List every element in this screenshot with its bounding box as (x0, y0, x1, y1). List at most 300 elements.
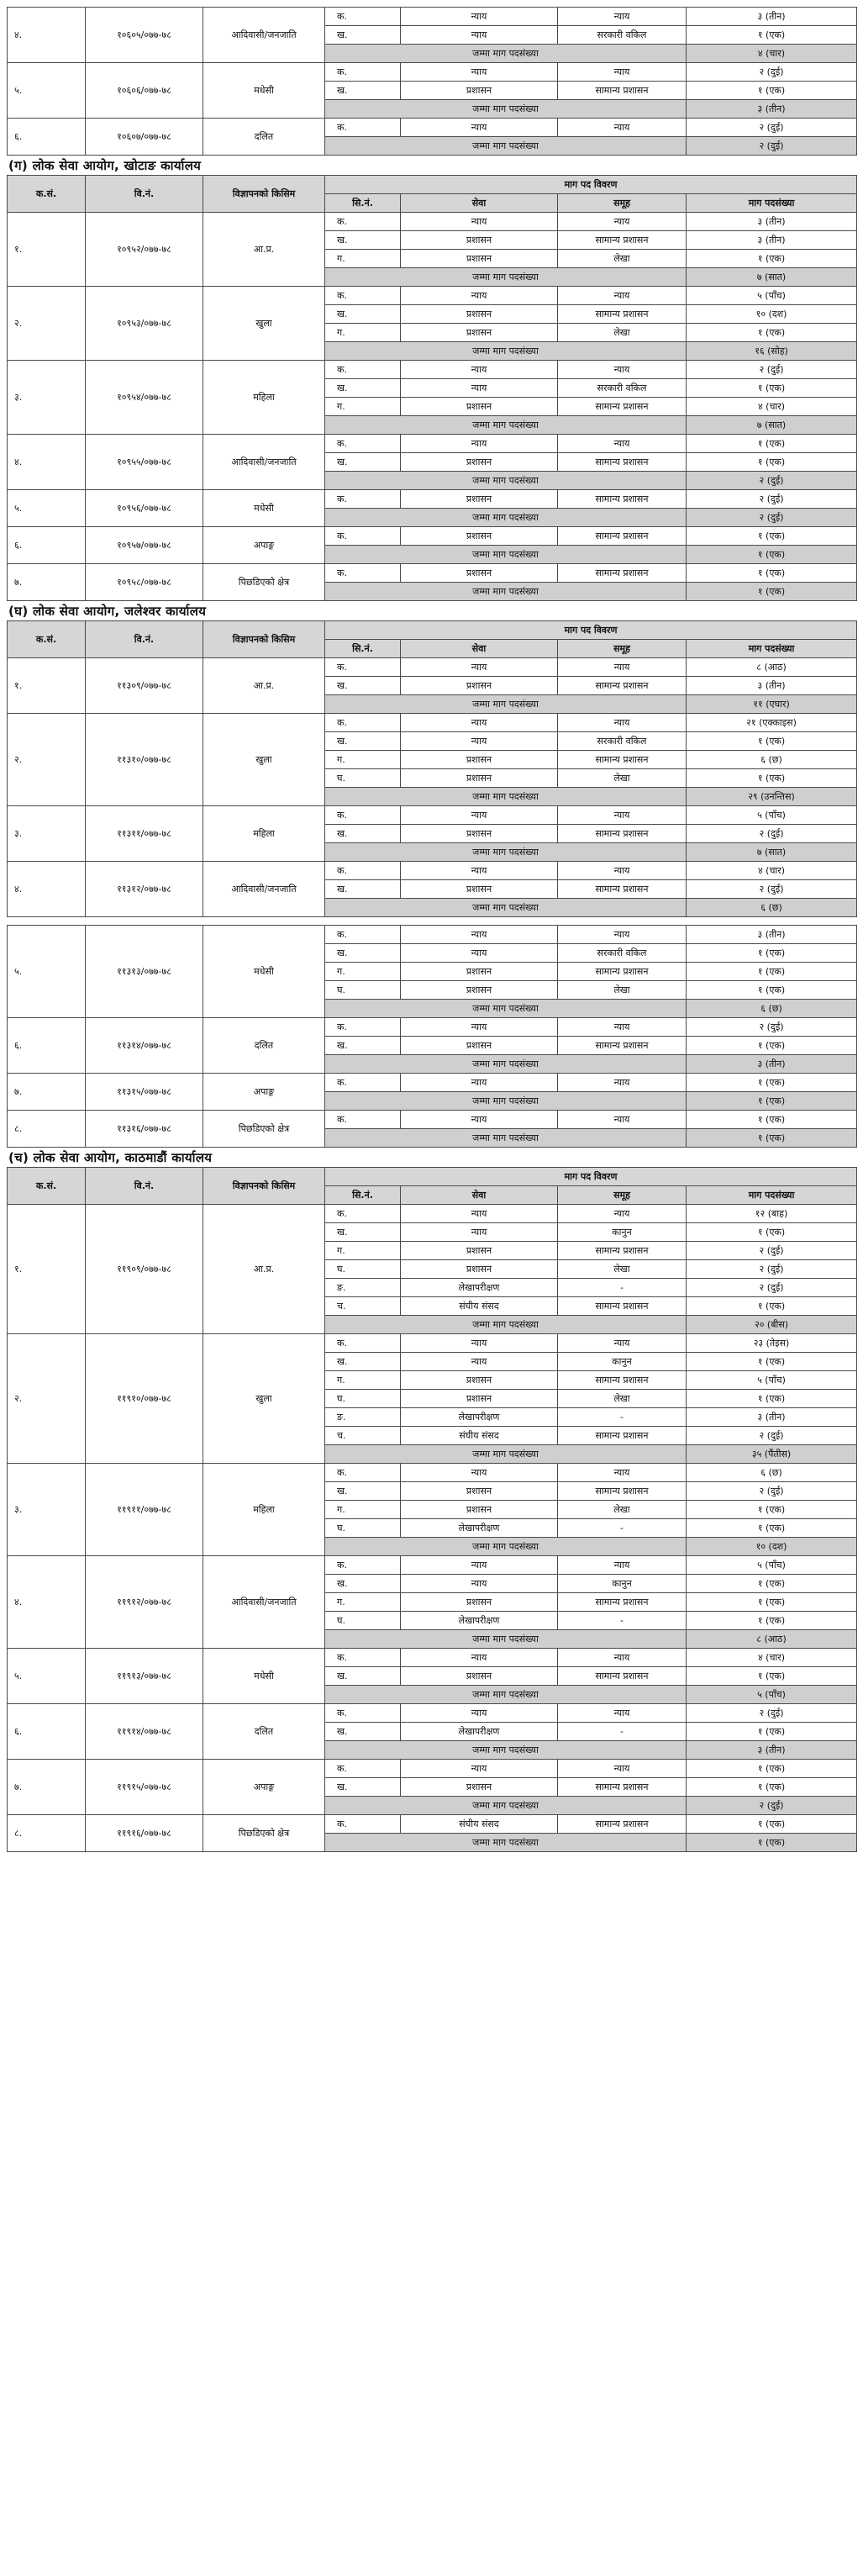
row-post-count: २ (दुई) (687, 119, 857, 137)
total-label: जम्मा माग पदसंख्या (325, 788, 687, 806)
row-serial: क. (325, 926, 401, 944)
ad-number: १०९५३/०७७-७८ (86, 287, 203, 361)
header-ad-type: विज्ञापनको किसिम (203, 176, 325, 213)
total-post-count: ११ (एघार) (687, 695, 857, 714)
table-row (8, 806, 857, 825)
row-service: न्याय (401, 435, 558, 453)
header-ad-type: विज्ञापनको किसिम (203, 1168, 325, 1205)
row-group: न्याय (558, 119, 687, 137)
row-post-count: २३ (तेइस) (687, 1334, 857, 1353)
row-post-count: २१ (एक्काइस) (687, 714, 857, 732)
row-group: न्याय (558, 361, 687, 379)
total-post-count: ३ (तीन) (687, 1055, 857, 1074)
total-label: जम्मा माग पदसंख्या (325, 342, 687, 361)
row-service: प्रशासन (401, 1371, 558, 1390)
total-post-count: २९ (उनन्तिस) (687, 788, 857, 806)
ad-type: खुला (203, 714, 325, 806)
vacancy-table (7, 1167, 857, 1852)
ad-serial: ७. (8, 1074, 86, 1111)
table-row (8, 287, 857, 305)
row-group: न्याय (558, 926, 687, 944)
row-group: सामान्य प्रशासन (558, 1242, 687, 1260)
vacancy-table (7, 925, 857, 1148)
row-group: न्याय (558, 1760, 687, 1778)
row-service: प्रशासन (401, 1482, 558, 1501)
row-post-count: १ (एक) (687, 527, 857, 546)
office-section-title: (घ) लोक सेवा आयोग, जलेश्वर कार्यालय (8, 604, 207, 619)
total-post-count: १६ (सोह) (687, 342, 857, 361)
ad-type: खुला (203, 1334, 325, 1464)
row-post-count: १ (एक) (687, 26, 857, 45)
row-serial: ग. (325, 1242, 401, 1260)
total-post-count: ८ (आठ) (687, 1630, 857, 1649)
row-group: न्याय (558, 1556, 687, 1575)
header-sn: सि.नं. (325, 194, 401, 213)
ad-number: १०९५६/०७७-७८ (86, 490, 203, 527)
row-serial: च. (325, 1297, 401, 1316)
ad-number: १०९५८/०७७-७८ (86, 564, 203, 601)
row-post-count: १ (एक) (687, 1390, 857, 1408)
row-serial: ग. (325, 751, 401, 769)
ad-type: पिछडिएको क्षेत्र (203, 564, 325, 601)
row-service: न्याय (401, 1334, 558, 1353)
ad-number: १०९५४/०७७-७८ (86, 361, 203, 435)
row-service: न्याय (401, 862, 558, 880)
total-post-count: २ (दुई) (687, 509, 857, 527)
ad-type: आदिवासी/जनजाति (203, 8, 325, 63)
header-ad-type: विज्ञापनको किसिम (203, 621, 325, 658)
row-group: न्याय (558, 435, 687, 453)
total-label: जम्मा माग पदसंख्या (325, 1797, 687, 1815)
row-group: - (558, 1723, 687, 1741)
row-serial: ख. (325, 305, 401, 324)
total-label: जम्मा माग पदसंख्या (325, 1741, 687, 1760)
table-row (8, 213, 857, 231)
row-service: प्रशासन (401, 963, 558, 981)
ad-type: दलित (203, 119, 325, 156)
row-post-count: २ (दुई) (687, 880, 857, 899)
row-group: सामान्य प्रशासन (558, 1593, 687, 1612)
table-row (8, 63, 857, 82)
row-group: सरकारी वकिल (558, 379, 687, 398)
row-group: सामान्य प्रशासन (558, 825, 687, 843)
row-service: न्याय (401, 379, 558, 398)
ad-serial: ३. (8, 806, 86, 862)
row-serial: क. (325, 361, 401, 379)
total-label: जम्मा माग पदसंख्या (325, 45, 687, 63)
total-post-count: १० (दश) (687, 1538, 857, 1556)
table-row (8, 490, 857, 509)
ad-type: पिछडिएको क्षेत्र (203, 1815, 325, 1852)
total-post-count: ७ (सात) (687, 416, 857, 435)
row-post-count: १ (एक) (687, 379, 857, 398)
row-serial: ङ. (325, 1279, 401, 1297)
row-serial: क. (325, 862, 401, 880)
ad-number: ११३१५/०७७-७८ (86, 1074, 203, 1111)
ad-type: महिला (203, 361, 325, 435)
ad-type: मधेसी (203, 1649, 325, 1704)
vacancy-table (7, 620, 857, 917)
row-service: प्रशासन (401, 490, 558, 509)
row-service: न्याय (401, 658, 558, 677)
table-row (8, 1205, 857, 1223)
ad-number: ११९०९/०७७-७८ (86, 1205, 203, 1334)
total-label: जम्मा माग पदसंख्या (325, 268, 687, 287)
table-row (8, 714, 857, 732)
row-serial: क. (325, 490, 401, 509)
row-service: न्याय (401, 1575, 558, 1593)
ad-serial: १. (8, 213, 86, 287)
row-group: लेखा (558, 981, 687, 1000)
header-group: समूह (558, 1186, 687, 1205)
row-service: लेखापरीक्षण (401, 1279, 558, 1297)
row-service: न्याय (401, 63, 558, 82)
table-row (8, 1464, 857, 1482)
row-group: न्याय (558, 806, 687, 825)
row-post-count: ६ (छ) (687, 1464, 857, 1482)
row-serial: ग. (325, 1371, 401, 1390)
row-serial: ख. (325, 732, 401, 751)
row-serial: घ. (325, 1390, 401, 1408)
row-group: लेखा (558, 1260, 687, 1279)
row-group: - (558, 1279, 687, 1297)
header-post-count: माग पदसंख्या (687, 1186, 857, 1205)
row-service: न्याय (401, 8, 558, 26)
row-group: न्याय (558, 1704, 687, 1723)
row-post-count: १ (एक) (687, 564, 857, 583)
total-label: जम्मा माग पदसंख्या (325, 1630, 687, 1649)
row-service: न्याय (401, 287, 558, 305)
ad-serial: ५. (8, 63, 86, 119)
row-post-count: १ (एक) (687, 1037, 857, 1055)
total-post-count: १ (एक) (687, 1834, 857, 1852)
header-service: सेवा (401, 640, 558, 658)
row-service: संघीय संसद (401, 1427, 558, 1445)
row-serial: घ. (325, 981, 401, 1000)
row-serial: ख. (325, 453, 401, 472)
row-service: न्याय (401, 1074, 558, 1092)
table-row (8, 564, 857, 583)
ad-number: ११३१३/०७७-७८ (86, 926, 203, 1018)
row-service: न्याय (401, 1205, 558, 1223)
ad-type: आदिवासी/जनजाति (203, 1556, 325, 1649)
row-group: न्याय (558, 8, 687, 26)
row-serial: ख. (325, 1482, 401, 1501)
row-post-count: ३ (तीन) (687, 1408, 857, 1427)
row-post-count: १ (एक) (687, 944, 857, 963)
row-service: प्रशासन (401, 231, 558, 250)
total-post-count: ३ (तीन) (687, 100, 857, 119)
row-service: प्रशासन (401, 1593, 558, 1612)
row-group: न्याय (558, 862, 687, 880)
total-label: जम्मा माग पदसंख्या (325, 509, 687, 527)
row-service: संघीय संसद (401, 1297, 558, 1316)
ad-serial: ५. (8, 926, 86, 1018)
row-service: लेखापरीक्षण (401, 1612, 558, 1630)
row-group: न्याय (558, 63, 687, 82)
row-service: न्याय (401, 213, 558, 231)
row-group: सामान्य प्रशासन (558, 1371, 687, 1390)
row-group: लेखा (558, 1501, 687, 1519)
row-service: प्रशासन (401, 82, 558, 100)
row-service: प्रशासन (401, 677, 558, 695)
row-service: न्याय (401, 714, 558, 732)
row-post-count: ५ (पाँच) (687, 287, 857, 305)
row-post-count: २ (दुई) (687, 1279, 857, 1297)
ad-number: ११९१२/०७७-७८ (86, 1556, 203, 1649)
row-group: न्याय (558, 1111, 687, 1129)
ad-type: दलित (203, 1704, 325, 1760)
row-serial: ख. (325, 1353, 401, 1371)
row-post-count: २ (दुई) (687, 1482, 857, 1501)
table-row (8, 435, 857, 453)
row-group: कानुन (558, 1353, 687, 1371)
ad-type: अपाङ्ग (203, 1760, 325, 1815)
ad-type: मधेसी (203, 63, 325, 119)
ad-serial: ८. (8, 1111, 86, 1148)
header-group: समूह (558, 194, 687, 213)
row-post-count: १ (एक) (687, 963, 857, 981)
row-serial: क. (325, 714, 401, 732)
row-group: सामान्य प्रशासन (558, 1297, 687, 1316)
row-serial: क. (325, 8, 401, 26)
row-service: न्याय (401, 1223, 558, 1242)
ad-serial: ३. (8, 1464, 86, 1556)
row-serial: ख. (325, 1723, 401, 1741)
total-label: जम्मा माग पदसंख्या (325, 583, 687, 601)
ad-type: आ.प्र. (203, 1205, 325, 1334)
row-post-count: १ (एक) (687, 82, 857, 100)
row-post-count: १ (एक) (687, 1723, 857, 1741)
row-serial: ख. (325, 944, 401, 963)
row-service: न्याय (401, 1760, 558, 1778)
table-row (8, 1556, 857, 1575)
row-group: लेखा (558, 324, 687, 342)
ad-number: ११९१४/०७७-७८ (86, 1704, 203, 1760)
row-group: न्याय (558, 1205, 687, 1223)
row-serial: ख. (325, 82, 401, 100)
row-group: न्याय (558, 1464, 687, 1482)
header-sn: सि.नं. (325, 1186, 401, 1205)
total-post-count: ५ (पाँच) (687, 1686, 857, 1704)
row-serial: क. (325, 1556, 401, 1575)
ad-serial: ६. (8, 527, 86, 564)
row-serial: ख. (325, 1575, 401, 1593)
row-group: - (558, 1612, 687, 1630)
ad-type: महिला (203, 1464, 325, 1556)
row-post-count: ५ (पाँच) (687, 1371, 857, 1390)
row-group: सामान्य प्रशासन (558, 231, 687, 250)
header-demand-details: माग पद विवरण (325, 621, 857, 640)
row-post-count: ४ (चार) (687, 1649, 857, 1667)
row-serial: ख. (325, 26, 401, 45)
row-serial: ग. (325, 1593, 401, 1612)
row-post-count: ४ (चार) (687, 862, 857, 880)
header-ad-number: वि.नं. (86, 1168, 203, 1205)
row-group: सामान्य प्रशासन (558, 453, 687, 472)
header-demand-details: माग पद विवरण (325, 1168, 857, 1186)
total-post-count: ३ (तीन) (687, 1741, 857, 1760)
row-group: सामान्य प्रशासन (558, 1427, 687, 1445)
ad-serial: ५. (8, 1649, 86, 1704)
row-service: न्याय (401, 1704, 558, 1723)
ad-type: पिछडिएको क्षेत्र (203, 1111, 325, 1148)
ad-serial: ४. (8, 862, 86, 917)
row-serial: घ. (325, 1612, 401, 1630)
row-serial: क. (325, 213, 401, 231)
ad-type: मधेसी (203, 490, 325, 527)
row-post-count: १ (एक) (687, 453, 857, 472)
row-group: सामान्य प्रशासन (558, 751, 687, 769)
header-sn: सि.नं. (325, 640, 401, 658)
total-label: जम्मा माग पदसंख्या (325, 899, 687, 917)
row-service: न्याय (401, 26, 558, 45)
row-post-count: ३ (तीन) (687, 8, 857, 26)
row-service: न्याय (401, 944, 558, 963)
row-group: न्याय (558, 1074, 687, 1092)
total-post-count: २ (दुई) (687, 1797, 857, 1815)
row-post-count: ३ (तीन) (687, 213, 857, 231)
ad-number: ११९१६/०७७-७८ (86, 1815, 203, 1852)
ad-number: ११३०९/०७७-७८ (86, 658, 203, 714)
ad-number: १०६०७/०७७-७८ (86, 119, 203, 156)
total-label: जम्मा माग पदसंख्या (325, 416, 687, 435)
row-post-count: १ (एक) (687, 1575, 857, 1593)
row-serial: क. (325, 1334, 401, 1353)
row-group: लेखा (558, 250, 687, 268)
row-post-count: १० (दश) (687, 305, 857, 324)
row-group: सामान्य प्रशासन (558, 398, 687, 416)
header-ad-number: वि.नं. (86, 621, 203, 658)
row-post-count: १ (एक) (687, 1297, 857, 1316)
vacancy-table (7, 7, 857, 156)
row-serial: ख. (325, 231, 401, 250)
row-serial: क. (325, 119, 401, 137)
ad-number: ११९१५/०७७-७८ (86, 1760, 203, 1815)
row-group: सामान्य प्रशासन (558, 880, 687, 899)
ad-type: महिला (203, 806, 325, 862)
row-post-count: १ (एक) (687, 1074, 857, 1092)
total-label: जम्मा माग पदसंख्या (325, 1834, 687, 1852)
row-service: प्रशासन (401, 751, 558, 769)
total-post-count: १ (एक) (687, 583, 857, 601)
row-post-count: २ (दुई) (687, 490, 857, 509)
row-serial: ग. (325, 963, 401, 981)
total-post-count: २ (दुई) (687, 137, 857, 156)
ad-number: ११३१६/०७७-७८ (86, 1111, 203, 1148)
row-post-count: १ (एक) (687, 981, 857, 1000)
row-service: प्रशासन (401, 564, 558, 583)
row-group: सामान्य प्रशासन (558, 564, 687, 583)
ad-serial: ६. (8, 1018, 86, 1074)
vacancy-table (7, 175, 857, 601)
ad-serial: १. (8, 658, 86, 714)
row-group: - (558, 1519, 687, 1538)
row-group: सामान्य प्रशासन (558, 490, 687, 509)
total-label: जम्मा माग पदसंख्या (325, 1316, 687, 1334)
row-serial: क. (325, 1704, 401, 1723)
ad-type: आ.प्र. (203, 658, 325, 714)
row-service: न्याय (401, 119, 558, 137)
ad-serial: १. (8, 1205, 86, 1334)
ad-number: १०९५७/०७७-७८ (86, 527, 203, 564)
total-post-count: २ (दुई) (687, 472, 857, 490)
ad-serial: ४. (8, 8, 86, 63)
row-service: लेखापरीक्षण (401, 1408, 558, 1427)
ad-serial: २. (8, 287, 86, 361)
ad-number: ११३१२/०७७-७८ (86, 862, 203, 917)
section-gap (7, 917, 856, 925)
row-group: - (558, 1408, 687, 1427)
total-label: जम्मा माग पदसंख्या (325, 1092, 687, 1111)
ad-number: ११३१०/०७७-७८ (86, 714, 203, 806)
row-serial: ख. (325, 825, 401, 843)
table-row (8, 658, 857, 677)
row-service: प्रशासन (401, 1037, 558, 1055)
row-group: सामान्य प्रशासन (558, 963, 687, 981)
row-serial: ग. (325, 250, 401, 268)
ad-number: १०९५५/०७७-७८ (86, 435, 203, 490)
row-post-count: २ (दुई) (687, 825, 857, 843)
row-post-count: ८ (आठ) (687, 658, 857, 677)
table-row (8, 1760, 857, 1778)
row-serial: क. (325, 1018, 401, 1037)
row-group: सामान्य प्रशासन (558, 1778, 687, 1797)
row-group: लेखा (558, 769, 687, 788)
row-service: न्याय (401, 926, 558, 944)
row-post-count: १ (एक) (687, 1760, 857, 1778)
table-row (8, 527, 857, 546)
header-group: समूह (558, 640, 687, 658)
row-group: सरकारी वकिल (558, 944, 687, 963)
row-service: प्रशासन (401, 527, 558, 546)
row-group: न्याय (558, 714, 687, 732)
ad-serial: ८. (8, 1815, 86, 1852)
row-group: लेखा (558, 1390, 687, 1408)
row-group: सामान्य प्रशासन (558, 1037, 687, 1055)
total-label: जम्मा माग पदसंख्या (325, 695, 687, 714)
row-post-count: १ (एक) (687, 1223, 857, 1242)
row-serial: क. (325, 1464, 401, 1482)
row-post-count: १ (एक) (687, 1778, 857, 1797)
ad-serial: २. (8, 1334, 86, 1464)
row-service: प्रशासन (401, 250, 558, 268)
row-post-count: १ (एक) (687, 1353, 857, 1371)
ad-type: आदिवासी/जनजाति (203, 435, 325, 490)
row-service: न्याय (401, 361, 558, 379)
row-service: प्रशासन (401, 1242, 558, 1260)
row-post-count: १ (एक) (687, 1519, 857, 1538)
table-row (8, 1334, 857, 1353)
ad-serial: ७. (8, 1760, 86, 1815)
total-label: जम्मा माग पदसंख्या (325, 1000, 687, 1018)
header-demand-details: माग पद विवरण (325, 176, 857, 194)
row-service: प्रशासन (401, 880, 558, 899)
row-serial: घ. (325, 1260, 401, 1279)
row-serial: क. (325, 564, 401, 583)
row-service: प्रशासन (401, 825, 558, 843)
table-row (8, 361, 857, 379)
row-serial: क. (325, 63, 401, 82)
row-serial: क. (325, 435, 401, 453)
row-service: न्याय (401, 1556, 558, 1575)
ad-serial: ५. (8, 490, 86, 527)
row-group: सामान्य प्रशासन (558, 305, 687, 324)
header-serial: क.सं. (8, 621, 86, 658)
total-label: जम्मा माग पदसंख्या (325, 137, 687, 156)
table-row (8, 1111, 857, 1129)
total-label: जम्मा माग पदसंख्या (325, 843, 687, 862)
